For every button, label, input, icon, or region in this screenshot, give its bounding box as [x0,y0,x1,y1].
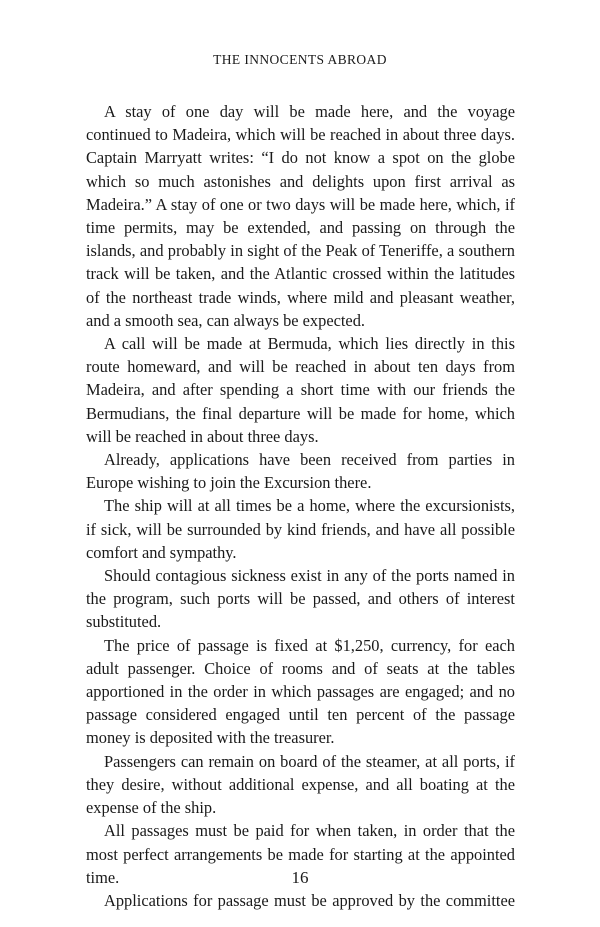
paragraph: The ship will at all times be a home, where the excursionists, if sick, will be surrounded by kind friends, and have all possible comfort and sympathy. [86,496,515,562]
paragraph: Already, applications have been received from parties in Europe wishing to join the Excursion there. [86,450,515,493]
paragraph: Should contagious sickness exist in any of the ports named in the program, such ports will be passed, and others of interest substituted. [86,566,515,632]
running-head: THE INNOCENTS ABROAD [213,52,387,67]
paragraph: Applications for passage must be approved by the committee [104,890,515,910]
paragraph: A stay of one day will be made here, and the voyage continued to Madeira, which will be reached in about three days. Captain Marryatt writes: “I do not know a spot on the globe which so much astonishes and delights upon first arrival as Madeira.” A stay of one or two days will be made here, which, if time permits, may be extended, and passing on through the islands, and probably in sight of the Peak of Teneriffe, a southern track will be taken, and the Atlantic crossed within the latitudes of the northeast trade winds, where mild and pleasant weather, and a smooth sea, can always be expected. [86,102,515,330]
paragraph: All passages must be paid for when taken, in order that the most perfect arrangements be made for starting at the appointed time. [86,821,515,887]
page-number: 16 [291,868,309,887]
paragraph: A call will be made at Bermuda, which lies directly in this route homeward, and will be reached in about ten days from Madeira, and after spending a short time with our friends the Bermudians, the final departure will be made for home, which will be reached in about three days. [86,334,515,446]
paragraph: Passengers can remain on board of the steamer, at all ports, if they desire, without additional expense, and all boating at the expense of the ship. [86,751,515,818]
paragraph: The price of passage is fixed at $1,250, currency, for each adult passenger. Choice of rooms and of seats at the tables apportioned in the order in which passages are engaged; and no passage considered engaged until ten percent of the passage money is deposited with the treasurer. [86,635,515,748]
body-text [86,100,515,912]
